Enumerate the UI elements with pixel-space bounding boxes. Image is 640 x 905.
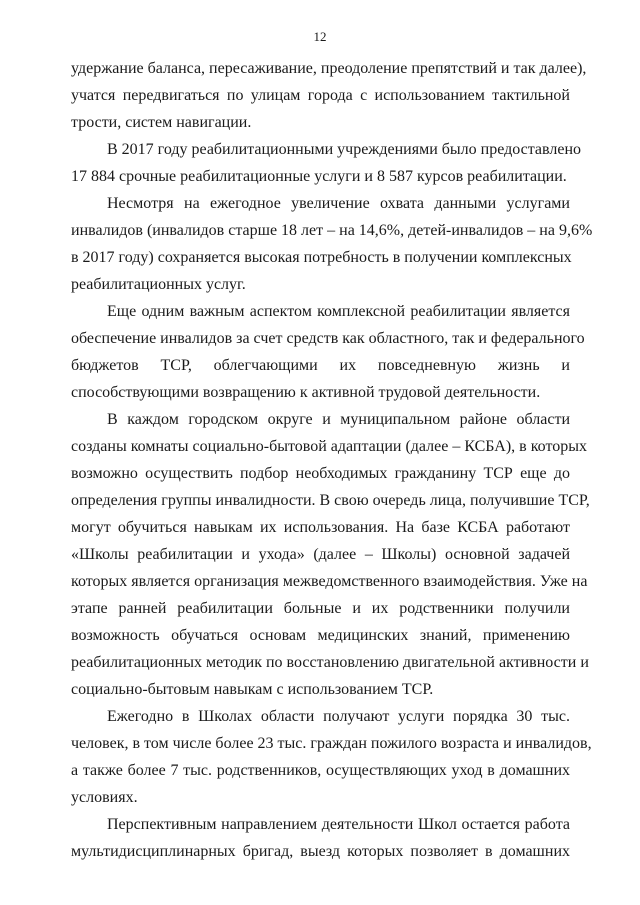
text-line: а также более 7 тыс. родственников, осуществляющих уход в домашних xyxy=(71,762,570,779)
text-line: в 2017 году) сохраняется высокая потребность в получении комплексных xyxy=(71,249,572,266)
text-line: реабилитационных методик по восстановлению двигательной активности и xyxy=(71,654,589,671)
text-line: могут обучиться навыкам их использования. На базе КСБА работают xyxy=(71,519,570,536)
text-line: «Школы реабилитации и ухода» (далее – Школы) основной задачей xyxy=(71,546,570,563)
text-line: обеспечение инвалидов за счет средств как областного, так и федерального xyxy=(71,330,585,347)
text-line: человек, в том числе более 23 тыс. граждан пожилого возраста и инвалидов, xyxy=(71,735,592,752)
text-line: созданы комнаты социально-бытовой адаптации (далее – КСБА), в которых xyxy=(71,438,587,455)
text-line: реабилитационных услуг. xyxy=(71,276,246,293)
text-line: мультидисциплинарных бригад, выезд которых позволяет в домашних xyxy=(71,843,570,860)
text-line: Еще одним важным аспектом комплексной реабилитации является xyxy=(107,303,570,320)
paragraph xyxy=(71,703,592,811)
text-line: возможно осуществить подбор необходимых гражданину ТСР еще до xyxy=(71,465,570,482)
body-text xyxy=(71,55,593,865)
text-line: В 2017 году реабилитационными учреждениями было предоставлено xyxy=(107,141,582,158)
text-line: учатся передвигаться по улицам города с использованием тактильной xyxy=(71,87,570,104)
paragraph xyxy=(71,811,570,865)
text-line: 17 884 срочные реабилитационные услуги и 8 587 курсов реабилитации. xyxy=(71,168,567,185)
paragraph xyxy=(71,190,593,298)
text-line: В каждом городском округе и муниципальном районе области xyxy=(107,411,570,428)
text-line: способствующими возвращению к активной трудовой деятельности. xyxy=(71,384,541,401)
text-line: удержание баланса, пересаживание, преодоление препятствий и так далее), xyxy=(71,60,587,77)
paragraph xyxy=(71,298,585,406)
text-line: бюджетов ТСР, облегчающими их повседневную жизнь и xyxy=(71,357,570,374)
text-line: Перспективным направлением деятельности Школ остается работа xyxy=(107,816,570,833)
text-line: этапе ранней реабилитации больные и их родственники получили xyxy=(71,600,570,617)
text-line: возможность обучаться основам медицинских знаний, применению xyxy=(71,627,570,644)
paragraph xyxy=(71,136,582,190)
text-line: Несмотря на ежегодное увеличение охвата данными услугами xyxy=(107,195,570,212)
text-line: социально-бытовым навыкам с использованием ТСР. xyxy=(71,681,434,698)
text-line: Ежегодно в Школах области получают услуги порядка 30 тыс. xyxy=(107,708,570,725)
text-line: трости, систем навигации. xyxy=(71,114,252,131)
paragraph xyxy=(71,55,587,136)
text-line: которых является организация межведомственного взаимодействия. Уже на xyxy=(71,573,588,590)
paragraph xyxy=(71,406,590,703)
page-number: 12 xyxy=(313,29,327,44)
text-line: инвалидов (инвалидов старше 18 лет – на 14,6%, детей-инвалидов – на 9,6% xyxy=(71,222,593,239)
text-line: условиях. xyxy=(71,789,138,806)
text-line: определения группы инвалидности. В свою очередь лица, получившие ТСР, xyxy=(71,492,590,509)
